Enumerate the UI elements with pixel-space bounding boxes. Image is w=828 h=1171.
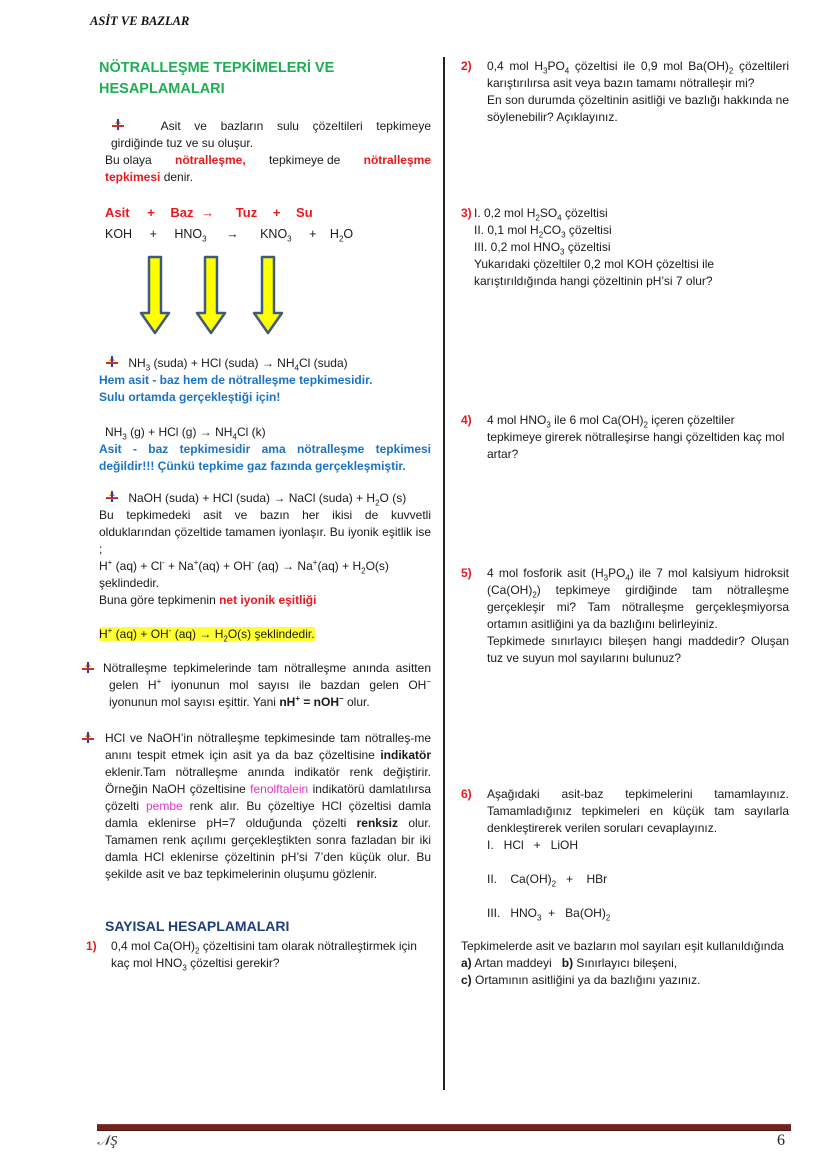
item-text: II. 0,1 mol H: [474, 223, 539, 237]
question-number: 1): [86, 939, 97, 953]
sub-label-c: c): [461, 973, 472, 987]
running-header-title: ASİT VE BAZLAR: [90, 14, 190, 28]
superscript: -: [168, 626, 172, 635]
question-5: [461, 565, 789, 667]
nh3-aqueous-block: [99, 355, 431, 406]
text: çözeltisini tam olarak nötralleştirmek için kaç mol HNO: [111, 939, 417, 970]
subscript: 3: [542, 66, 548, 76]
question-1: [86, 938, 431, 972]
eq-h2o: H: [329, 227, 339, 241]
question-6-intro: Aşağıdaki asit-baz tepkimelerini tamamlayınız. Tamamladığınız tepkimeleri en küçük tam sayılarla denkleştirerek verilen soruları cevaplayınız.: [487, 787, 789, 835]
sub-label-a: a): [461, 956, 472, 970]
term-notrallesme: nötralleşme: [363, 153, 431, 167]
term-indikator: indikatör: [380, 748, 431, 762]
equation-text: H: [99, 627, 108, 641]
subscript: 4: [232, 432, 237, 442]
superscript: -: [162, 558, 165, 567]
word-equation: [105, 205, 313, 220]
subscript: 3: [287, 234, 292, 244]
equation-text: Cl (suda): [298, 356, 348, 370]
eq-koh: KOH: [105, 227, 133, 241]
text: 0,4 mol H: [487, 59, 543, 73]
reaction-1: I. HCl + LiOH: [487, 838, 579, 852]
item-text: çözeltisi: [561, 206, 608, 220]
equation-text: H: [99, 559, 108, 573]
eq-baz: Baz: [170, 205, 194, 220]
equation-text: NaOH (suda) + HCl (suda) → NaCl (suda) + H: [128, 491, 376, 505]
text: HCl ve NaOH’in nötralleşme tepkimesinde tam nötralleş-me anını tespit etmek için asit ya da baz çözeltisine: [105, 731, 431, 762]
subscript: 2: [361, 566, 366, 576]
text: indikatörü damlatılırsa çözelti: [105, 782, 431, 813]
item-text: SO: [539, 206, 558, 220]
eq-arrow: →: [201, 205, 215, 220]
term-renksiz: renksiz: [356, 816, 398, 830]
eq-plus: +: [272, 205, 281, 220]
eq-h2o: O: [343, 227, 354, 241]
subscript: 2: [605, 913, 611, 923]
superscript: +: [107, 626, 113, 635]
note-blue: Hem asit - baz hem de nötralleşme tepkimesidir.: [99, 373, 373, 387]
item-text: çözeltisi: [564, 240, 611, 254]
text: Bu çözeltiye HCl çözeltisi damla damla eklenirse pH=7 olduğunda çözelti: [105, 799, 431, 830]
bullet-icon: [81, 732, 95, 744]
section-title-line1: NÖTRALLEŞME TEPKİMELERİ VE: [99, 60, 335, 76]
eq-plus: +: [147, 205, 155, 220]
text: Sınırlayıcı bileşeni,: [573, 956, 678, 970]
subscript: 3: [561, 230, 566, 240]
equation-text: (aq) → H: [171, 627, 224, 641]
down-arrow-icon: [139, 255, 171, 335]
ionic-equation: [99, 558, 431, 575]
column-divider: [443, 57, 445, 1090]
term-pembe: pembe: [146, 799, 183, 813]
text: ile 6 mol Ca(OH): [550, 413, 644, 427]
equation-text: (aq) → Na: [254, 559, 313, 573]
item-text: çözeltisi: [565, 223, 612, 237]
text: + Ba(OH): [541, 906, 606, 920]
text: + HBr: [556, 872, 608, 886]
eq-arrow: →: [226, 227, 239, 241]
eq-plus: +: [149, 227, 157, 241]
formula-equation: [105, 225, 353, 243]
equation-text: (aq) + Cl: [112, 559, 163, 573]
superscript: +: [312, 558, 318, 567]
subscript: 2: [532, 590, 537, 600]
text: olur.: [343, 695, 370, 709]
equation-text: + Na: [164, 559, 194, 573]
equation-text: (aq) + OH: [112, 627, 169, 641]
subscript: 3: [145, 363, 151, 373]
text: olur. Tamamen renk açılımı gerçekleştikten sonra fazladan bir iki damla HCl eklenirse çözeltinin pH’si 7’den küçük olur. Bu şekilde asit ve baz tepkimelerinin oluşumu gözlenir.: [105, 816, 432, 881]
subscript: 2: [728, 66, 734, 76]
bullet-icon: [105, 356, 119, 368]
subscript: 4: [625, 573, 630, 583]
text: eklenir.Tam nötralleşme anında indikatör renk değiştirir. Örneğin NaOH çözeltisine: [105, 765, 431, 796]
term-notrallesme: nötralleşme,: [174, 153, 246, 167]
subscript: 2: [643, 420, 648, 430]
text: Nötralleşme tepkimelerinde tam nötralleşme anında asitten gelen H: [103, 661, 431, 692]
equation-text: (aq) + OH: [198, 559, 252, 573]
down-arrow-icon: [252, 255, 284, 335]
subscript: 2: [195, 946, 200, 956]
reaction-2: [461, 871, 789, 888]
question-4: [461, 412, 789, 463]
intro-text: denir.: [163, 170, 194, 184]
mol-equality-bullet: [81, 660, 431, 711]
formula-bold: nH: [279, 695, 296, 709]
text: PO: [608, 566, 626, 580]
text: III. HNO: [487, 906, 538, 920]
subscript: 4: [294, 363, 299, 373]
bullet-icon: [111, 119, 125, 131]
question-text: karıştırıldığında hangi çözeltinin pH’si 7 olur?: [474, 274, 713, 288]
equation-text: O(s): [365, 559, 389, 573]
intro-text: Bu olaya: [105, 153, 152, 167]
term-tepkimesi: tepkimesi: [105, 170, 161, 184]
superscript: +: [107, 558, 113, 567]
subscript: 2: [338, 234, 344, 244]
item-text: CO: [543, 223, 562, 237]
superscript: -: [251, 558, 255, 567]
bullet-icon: [81, 662, 95, 674]
eq-tuz: Tuz: [235, 205, 258, 220]
section-title: [99, 58, 359, 100]
superscript: −: [426, 677, 431, 686]
term-net-ionic: net iyonik eşitliği: [219, 593, 317, 607]
subscript: 3: [202, 234, 207, 244]
subscript: 3: [182, 963, 187, 973]
intro-paragraph: [105, 118, 431, 186]
text: çözeltisi gerekir?: [186, 956, 280, 970]
text: ) ile 7 mol kalsiyum hidroksit (Ca(OH): [487, 566, 789, 597]
eq-hno3: HNO: [174, 227, 203, 241]
text: II. Ca(OH): [487, 872, 552, 886]
equation-text: (aq) + H: [317, 559, 362, 573]
question-text: Yukarıdaki çözeltiler 0,2 mol KOH çözeltisi ile: [474, 257, 715, 271]
question-6-subquestions: [461, 938, 789, 989]
footer-rule: [97, 1124, 791, 1131]
term-fenolftalein: fenolftalein: [250, 782, 309, 796]
eq-su: Su: [296, 205, 313, 220]
eq-kno3: KNO: [260, 227, 288, 241]
text: çözeltisi ile 0,9 mol Ba(OH): [569, 59, 729, 73]
subscript: 3: [603, 573, 609, 583]
text: iyonunun mol sayısı ile bazdan gelen OH: [161, 678, 427, 692]
page-number: 6: [777, 1132, 785, 1149]
text: içeren çözeltiler tepkimeye girerek nötralleşirse hangi çözeltiden kaç mol artar?: [487, 413, 785, 461]
subscript: 2: [551, 879, 557, 889]
question-6: [461, 786, 789, 922]
footer-author-mark: 𝒩Ş: [97, 1134, 118, 1149]
formula-bold: = nOH: [299, 695, 339, 709]
subscript: 3: [546, 420, 551, 430]
equation-text: NH: [105, 425, 123, 439]
eq-plus: +: [309, 227, 317, 241]
eq-asit: Asit: [105, 205, 130, 220]
superscript: −: [339, 694, 344, 703]
question-number: 4): [461, 413, 472, 427]
subscript: 2: [535, 213, 540, 223]
question-5-followup: Tepkimede sınırlayıcı bileşen hangi maddedir? Oluşan tuz ve suyun mol sayılarını bulunuz?: [487, 634, 789, 665]
subscript: 4: [564, 66, 570, 76]
question-number: 3): [461, 206, 472, 220]
reaction-3: [461, 905, 789, 922]
text: iyonunun mol sayısı eşittir. Yani: [109, 695, 280, 709]
naoh-explanation: Bu tepkimedeki asit ve bazın her ikisi de kuvvetli olduklarından çözeltide tamamen iyonlaşır. Bu iyonik eşitlik ise ;: [99, 508, 431, 556]
subscript: 3: [122, 432, 127, 442]
subscript: 3: [537, 913, 542, 923]
equation-text: (g) + HCl (g) → NH: [126, 425, 233, 439]
equation-text: NH: [128, 356, 146, 370]
equation-text: (suda) + HCl (suda) → NH: [150, 356, 295, 370]
equation-text: O(s) şeklindedir.: [227, 627, 315, 641]
text: 4 mol HNO: [487, 413, 547, 427]
subscript: 4: [557, 213, 562, 223]
subscript: 2: [223, 634, 228, 644]
indicator-bullet: [81, 730, 431, 883]
intro-line1: Asit ve bazların sulu çözeltileri tepkimeye: [160, 119, 431, 133]
naoh-block: [99, 490, 431, 643]
subscript: 3: [560, 247, 565, 257]
text: 0,4 mol Ca(OH): [111, 939, 196, 953]
down-arrow-icon: [195, 255, 227, 335]
superscript: +: [193, 558, 199, 567]
item-text: I. 0,2 mol H: [474, 206, 536, 220]
nh3-gas-block: [99, 424, 431, 475]
intro-text: tepkimeye de: [268, 153, 341, 167]
equation-text: Cl (k): [236, 425, 266, 439]
question-number: 5): [461, 566, 472, 580]
question-number: 2): [461, 59, 472, 73]
superscript: +: [295, 694, 300, 703]
sub-label-b: b): [561, 956, 574, 970]
text: renk alır.: [182, 799, 240, 813]
text: ) tepkimeye girdiğinde tam nötralleşme gerçekleşir mi? Tam nötralleşme gerçekleşmiyorsa ortamın asitliğini ya da bazlığını belirleyiniz.: [487, 583, 789, 631]
text: çözeltileri karıştırılırsa asit veya bazın tamamı nötralleşir mi?: [487, 59, 789, 90]
net-ionic-equation-highlight: [99, 626, 315, 644]
bullet-icon: [105, 491, 119, 503]
text: Ortamının asitliğini ya da bazlığını yazınız.: [471, 973, 701, 987]
superscript: +: [156, 677, 162, 686]
text: 4 mol fosforik asit (H: [487, 566, 604, 580]
question-2: [461, 58, 789, 126]
item-text: III. 0,2 mol HNO: [474, 240, 561, 254]
question-6-note: Tepkimelerde asit ve bazların mol sayıları eşit kullanıldığında: [461, 939, 784, 953]
intro-line2: girdiğinde tuz ve su oluşur.: [111, 136, 254, 150]
text: şeklindedir.: [99, 576, 160, 590]
note-blue: Asit - baz tepkimesidir ama nötralleşme tepkimesi değildir!!! Çünkü tepkime gaz fazında gerçekleşmiştir.: [99, 442, 431, 473]
note-blue: Sulu ortamda gerçekleştiği için!: [99, 390, 281, 404]
text: Artan maddeyi: [471, 956, 552, 970]
question-3: [461, 205, 789, 290]
text: PO: [547, 59, 565, 73]
question-2-followup: En son durumda çözeltinin asitliği ve bazlığı hakkında ne söylenebilir? Açıklayınız.: [487, 93, 789, 124]
subscript: 2: [375, 498, 380, 508]
equation-text: O (s): [379, 491, 407, 505]
text: Buna göre tepkimenin: [99, 593, 216, 607]
subscript: 2: [538, 230, 544, 240]
numeric-calculations-title: SAYISAL HESAPLAMALARI: [105, 918, 290, 934]
section-title-line2: HESAPLAMALARI: [99, 81, 225, 97]
question-number: 6): [461, 787, 472, 801]
